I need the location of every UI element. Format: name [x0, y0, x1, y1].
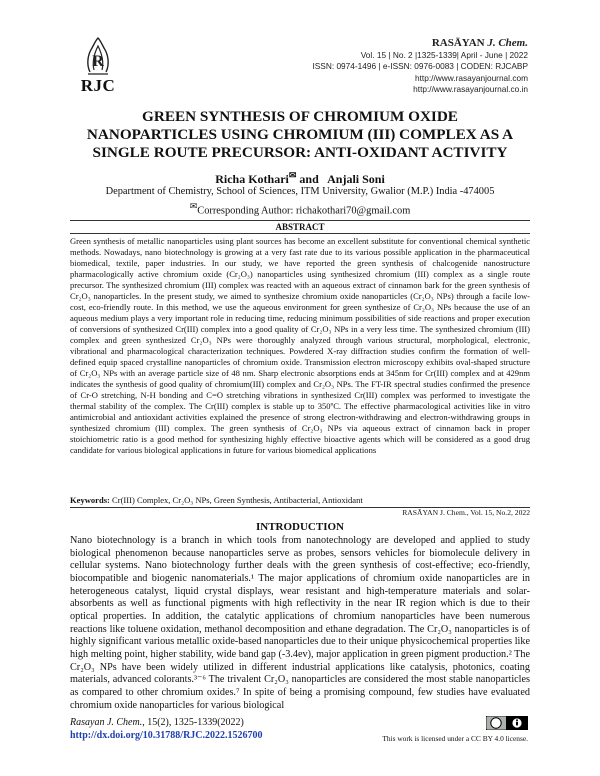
journal-url-1[interactable]: http://www.rasayanjournal.com [415, 72, 528, 83]
author-2: Anjali Soni [327, 172, 385, 186]
envelope-icon: ✉ [189, 201, 198, 211]
introduction-heading: INTRODUCTION [255, 521, 344, 533]
svg-text:R: R [92, 53, 104, 70]
affiliation: Department of Chemistry, School of Sciences, ITM University, Gwalior (M.P.) India -474005 [105, 186, 495, 197]
abstract-top-rule [70, 220, 530, 221]
journal-url-2[interactable]: http://www.rasayanjournal.co.in [413, 84, 528, 94]
running-head: RASĀYAN J. Chem., Vol. 15, No.2, 2022 [402, 508, 530, 517]
author-1: Richa Kothari [215, 172, 289, 186]
journal-emblem-icon [84, 36, 112, 76]
keywords: Keywords: Cr(III) Complex, Cr₂O₃ NPs, Green Synthesis, Antibacterial, Antioxidant [70, 495, 363, 505]
journal-info [312, 38, 528, 96]
introduction-text: Nano biotechnology is a branch in which tools from nanotechnology are developed and applied to study biological phenomenon because nanoparticles serve as probes, sensors vehicles for biomolecule delivery in cellular systems. Nano biotechnology further deals with the green synthesis of cost-effective; eco-friendly, biocompatible and biogenic nanomaterials.¹ The major applications of chromium oxide nanoparticles are in heterogeneous catalyst, liquid crystal displays, wear resistant and high-temperature materials and solar-absorbents as well as functional pigments with high reflectivity in the near IR region which is due to their optical properties. In addition, the catalytic applications of chromium nanoparticles have been numerous reactions like toluene oxidation, methanol decomposition and ethane degradation. The Cr₂O₃ nanoparticles is of highly significant various metallic oxide-based nanoparticles due to their unique physicochemical properties like high melting point, higher stability, wide band gap (-3.4ev), major application in green pigment production.² The Cr₂O₃ NPs have been widely utilized in different industrial applications like catalysis, photonics, coating materials, advanced colorants.³⁻⁶ The trivalent Cr₂O₃ nanoparticles are considered the most stable nanoparticles as compared to other chromium oxides.⁷ In spite of being a promising compound, few studies have evaluated chromium oxide nanoparticles for various biological [70, 535, 530, 711]
authors-line: Richa Kothari✉ and Anjali Soni [215, 170, 385, 186]
issn-line: ISSN: 0974-1496 | e-ISSN: 0976-0083 | CODEN: RJCABP [312, 61, 528, 71]
abstract-heading-rule [70, 233, 530, 234]
volume-line: Vol. 15 | No. 2 |1325-1339| April - June | 2022 [360, 49, 528, 60]
envelope-icon: ✉ [288, 170, 297, 180]
paper-title: GREEN SYNTHESIS OF CHROMIUM OXIDE NANOPARTICLES USING CHROMIUM (III) COMPLEX AS A SINGLE ROUTE PRECURSOR: ANTI-OXIDANT ACTIVITY [86, 108, 514, 161]
journal-name: RASĀYAN J. Chem. [431, 37, 528, 49]
doi-link[interactable]: http://dx.doi.org/10.31788/RJC.2022.1526700 [70, 730, 263, 741]
corresponding-author: ✉Corresponding Author: richakothari70@gmail.com [189, 201, 411, 217]
citation: Rasayan J. Chem., 15(2), 1325-1339(2022) [70, 717, 244, 728]
journal-logo [72, 36, 124, 98]
abstract-heading: ABSTRACT [275, 222, 325, 232]
license-text: This work is licensed under a CC BY 4.0 license. [382, 734, 528, 743]
abstract-text: Green synthesis of metallic nanoparticles using plant sources has become an excellent substitute for conventional chemical synthetic methods. Nowadays, nano biotechnology is growing at a very fast rate due to its various possible application in the pharmaceutical biomedical, textile, paper industries. In our study, we have reported the green synthesis of chalcogenide nanostructure pharmacologically active chromium oxide (Cr₂O₃) nanoparticles using synthesized chromium (III) complex as a single route precursor. The synthesized chromium (III) complex was reacted with an aqueous extract of cinnamon bark for the green synthesis of Cr₂O₃ nanoparticles. In the present study, we aimed to synthesize chromium oxide nanoparticles (Cr₂O₃ NPs) through a facile low-cost, eco-friendly route. In this method, we use the aqueous environment for green synthesize of Cr₂O₃ NPs because the use of an aqueous medium plays a very important role in reducing time, reducing minimum possibilities of side reactions and proper execution of conversions of synthesized Cr(III) complex into a good quality of Cr₂O₃ NPs in a very less time. The synthesized chromium (III) complex and green synthesized Cr₂O₃ NPs were thoroughly analyzed through various structural, morphological, electronic, vibrational and pharmacological characterization techniques. Powdered X-ray diffraction studies confirm the formation of well-defined equip spaced crystalline nanoparticles of chromium oxide. Transmission electron microscopy exhibits oval-shaped structure of Cr₂O₃ NPs with an average particle size of 48 nm. Sharp electronic absorptions ends at 345nm for Cr(III) complex and at 429nm indicates the synthesis of good quality of chromium(III) complex and Cr₂O₃ NPs. The FT-IR spectral studies confirmed the presence of Cr-O stretching, N-H bonding and C=O stretching vibrations in synthesized Cr(III) complex was performed to investigate the thermal stability of the complex. The Cr(III) complex is stable up to 350ºC. The effective pharmacological activities like in vitro antimicrobial and antioxidant activities explained the presence of strong electron-withdrawing and electron-withdrawing groups in synthesized chromium (III) complex. The green synthesis of Cr₂O₃ NPs via aqueous extract of cinnamon back in proper stoichiometric ratio is a good method for synthesizing highly effective bioactive agents which will be considered as a good drug candidate for various biological applications in future for various biomedical applications [70, 236, 530, 455]
logo-text: RJC [80, 76, 116, 95]
cc-by-badge-icon [486, 716, 528, 730]
